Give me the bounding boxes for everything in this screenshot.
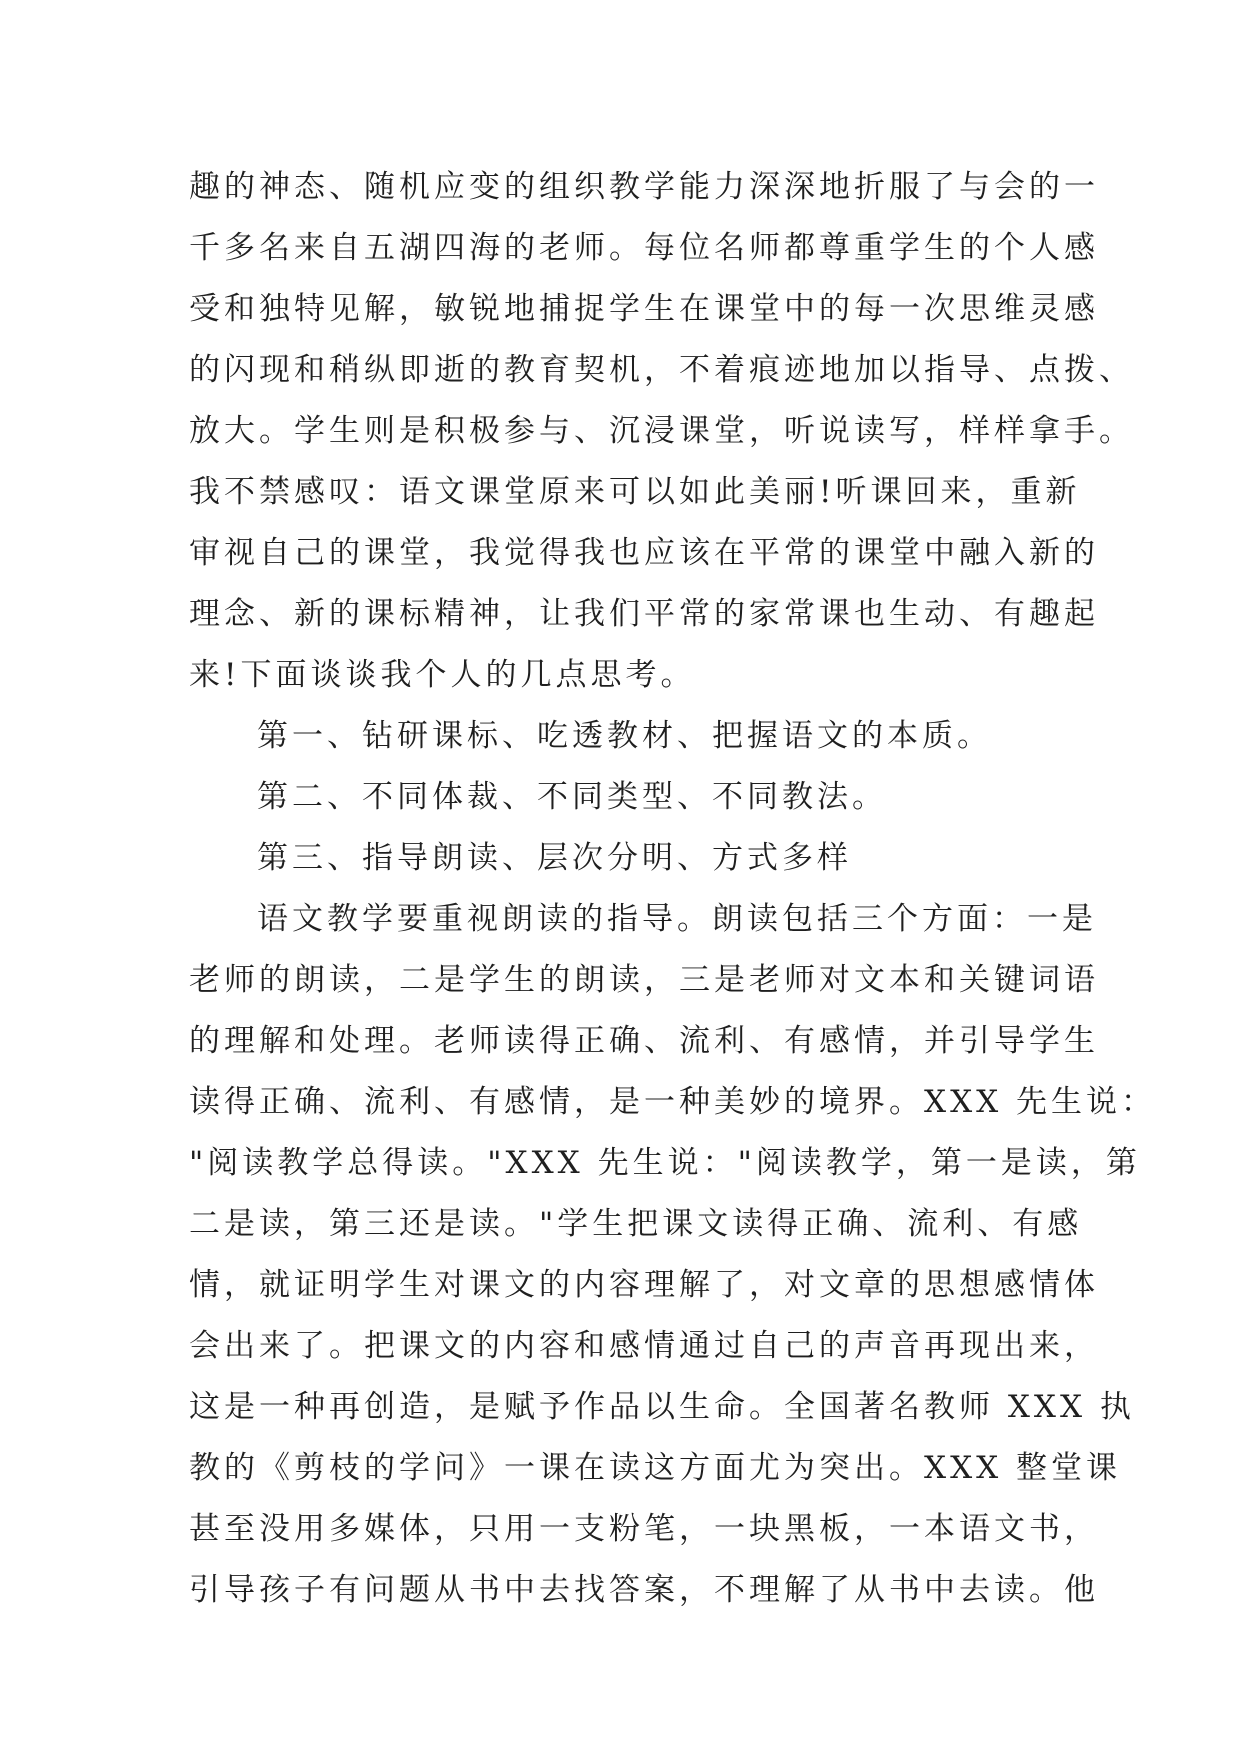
text-line: 老师的朗读，二是学生的朗读，三是老师对文本和关键词语 xyxy=(189,962,1099,998)
text-line: 千多名来自五湖四海的老师。每位名师都尊重学生的个人感 xyxy=(189,230,1099,266)
section-heading-2: 第二、不同体裁、不同类型、不同教法。 xyxy=(257,779,887,815)
text-line: 趣的神态、随机应变的组织教学能力深深地折服了与会的一 xyxy=(189,169,1099,205)
text-line: 受和独特见解，敏锐地捕捉学生在课堂中的每一次思维灵感 xyxy=(189,291,1099,327)
text-line: 这是一种再创造，是赋予作品以生命。全国著名教师 XXX 执 xyxy=(189,1389,1135,1425)
text-line: 的理解和处理。老师读得正确、流利、有感情，并引导学生 xyxy=(189,1023,1099,1059)
text-line: 甚至没用多媒体，只用一支粉笔，一块黑板，一本语文书， xyxy=(189,1511,1099,1547)
text-line: "阅读教学总得读。"XXX 先生说："阅读教学，第一是读，第 xyxy=(189,1145,1141,1181)
text-line: 教的《剪枝的学问》一课在读这方面尤为突出。XXX 整堂课 xyxy=(189,1450,1122,1486)
text-line: 我不禁感叹：语文课堂原来可以如此美丽!听课回来，重新 xyxy=(189,474,1081,510)
section-heading-3: 第三、指导朗读、层次分明、方式多样 xyxy=(257,840,852,876)
text-line: 二是读，第三还是读。"学生把课文读得正确、流利、有感 xyxy=(189,1206,1083,1242)
text-line: 理念、新的课标精神，让我们平常的家常课也生动、有趣起 xyxy=(189,596,1099,632)
text-line: 审视自己的课堂，我觉得我也应该在平常的课堂中融入新的 xyxy=(189,535,1099,571)
section-heading-1: 第一、钻研课标、吃透教材、把握语文的本质。 xyxy=(257,718,992,754)
paragraph-start-line: 语文教学要重视朗读的指导。朗读包括三个方面：一是 xyxy=(257,901,1097,937)
text-line: 会出来了。把课文的内容和感情通过自己的声音再现出来， xyxy=(189,1328,1099,1364)
text-line: 情，就证明学生对课文的内容理解了，对文章的思想感情体 xyxy=(189,1267,1099,1303)
text-line: 引导孩子有问题从书中去找答案，不理解了从书中去读。他 xyxy=(189,1572,1099,1608)
body-text xyxy=(189,157,1157,1621)
text-line: 的闪现和稍纵即逝的教育契机，不着痕迹地加以指导、点拨、 xyxy=(189,352,1134,388)
text-line: 来!下面谈谈我个人的几点思考。 xyxy=(189,657,696,693)
text-line: 读得正确、流利、有感情，是一种美妙的境界。XXX 先生说： xyxy=(189,1084,1157,1120)
text-line: 放大。学生则是积极参与、沉浸课堂，听说读写，样样拿手。 xyxy=(189,413,1134,449)
